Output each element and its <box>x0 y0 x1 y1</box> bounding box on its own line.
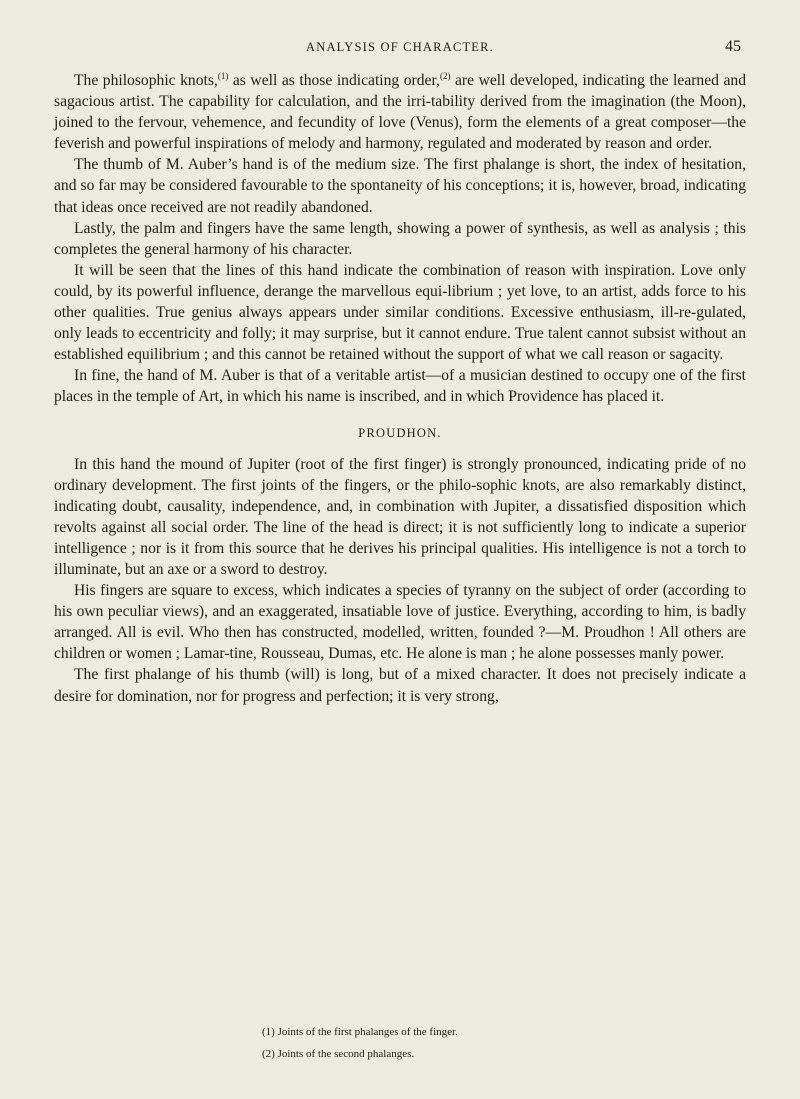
paragraph-auber-lines: It will be seen that the lines of this hand indicate the combination of reason with inspiration. Love only could, by its powerful influence, derange the marvellous equi-librium ; yet love, to an artist, adds force to his other qualities. True genius always appears under similar conditions. Excessive enthusiasm, ill-re-gulated, only leads to eccentricity and folly; it may surprise, but it cannot endure. True talent cannot subsist without an established equilibrium ; and this cannot be retained without the support of what we call reason or sagacity. <box>54 261 746 364</box>
paragraph-text: are well developed, indicating the learned and sagacious artist. The capability for calculation, and the irri-tability derived from the imagination (the Moon), joined to the fervour, vehemence, and fecundity of love (Venus), form the elements of a great composer—the feverish and powerful inspirations of melody and harmony, regulated and moderated by reason and order. <box>54 72 747 153</box>
paragraph-auber-thumb: The thumb of M. Auber’s hand is of the medium size. The first phalange is short, the index of hesitation, and so far may be considered favourable to the spontaneity of his conceptions; it is, however, broad, indicating that ideas once received are not readily abandoned. <box>54 156 746 216</box>
footnote-2: (2) Joints of the second phalanges. <box>262 1048 415 1060</box>
footnotes <box>0 1021 800 1065</box>
paragraph-text: as well as those indicating order, <box>228 72 440 89</box>
paragraph-auber-knots <box>54 70 746 154</box>
section-heading-proudhon: PROUDHON. <box>358 425 442 440</box>
body-text <box>54 70 746 707</box>
page-number: 45 <box>725 38 741 55</box>
paragraph-text: The philosophic knots, <box>74 72 218 89</box>
paragraph-proudhon-jupiter: In this hand the mound of Jupiter (root of the first finger) is strongly pronounced, indicating pride of no ordinary development. The first joints of the fingers, or the philo-sophic knots, are also remarkably distinct, indicating doubt, causality, independence, and, in combination with Jupiter, a dissatisfied disposition which revolts against all social order. The line of the head is direct; it is not sufficiently long to indicate a superior intelligence ; nor is it from this source that he derives his principal qualities. His intelligence is not a torch to illuminate, but an axe or a sword to destroy. <box>54 455 746 578</box>
footnote-ref-2: (2) <box>439 71 451 81</box>
paragraph-auber-conclusion: In fine, the hand of M. Auber is that of a veritable artist—of a musician destined to occupy one of the first places in the temple of Art, in which his name is inscribed, and in which Providence has placed it. <box>54 367 746 406</box>
running-head <box>0 38 800 58</box>
paragraph-proudhon-thumb: The first phalange of his thumb (will) is long, but of a mixed character. It does not precisely indicate a desire for domination, nor for progress and perfection; it is very strong, <box>54 666 746 705</box>
paragraph-auber-palm: Lastly, the palm and fingers have the same length, showing a power of synthesis, as well as analysis ; this completes the general harmony of his character. <box>54 219 746 258</box>
footnote-ref-1: (1) <box>217 71 229 81</box>
footnote-1: (1) Joints of the first phalanges of the finger. <box>262 1026 458 1038</box>
running-head-title: ANALYSIS OF CHARACTER. <box>305 40 494 54</box>
paragraph-proudhon-fingers: His fingers are square to excess, which indicates a species of tyranny on the subject of order (according to his own peculiar views), and an exaggerated, insatiable love of justice. Everything, according to him, is badly arranged. All is evil. Who then has constructed, modelled, written, founded ?—M. Proudhon ! All others are children or women ; Lamar-tine, Rousseau, Dumas, etc. He alone is man ; he alone possesses manly power. <box>54 582 746 663</box>
